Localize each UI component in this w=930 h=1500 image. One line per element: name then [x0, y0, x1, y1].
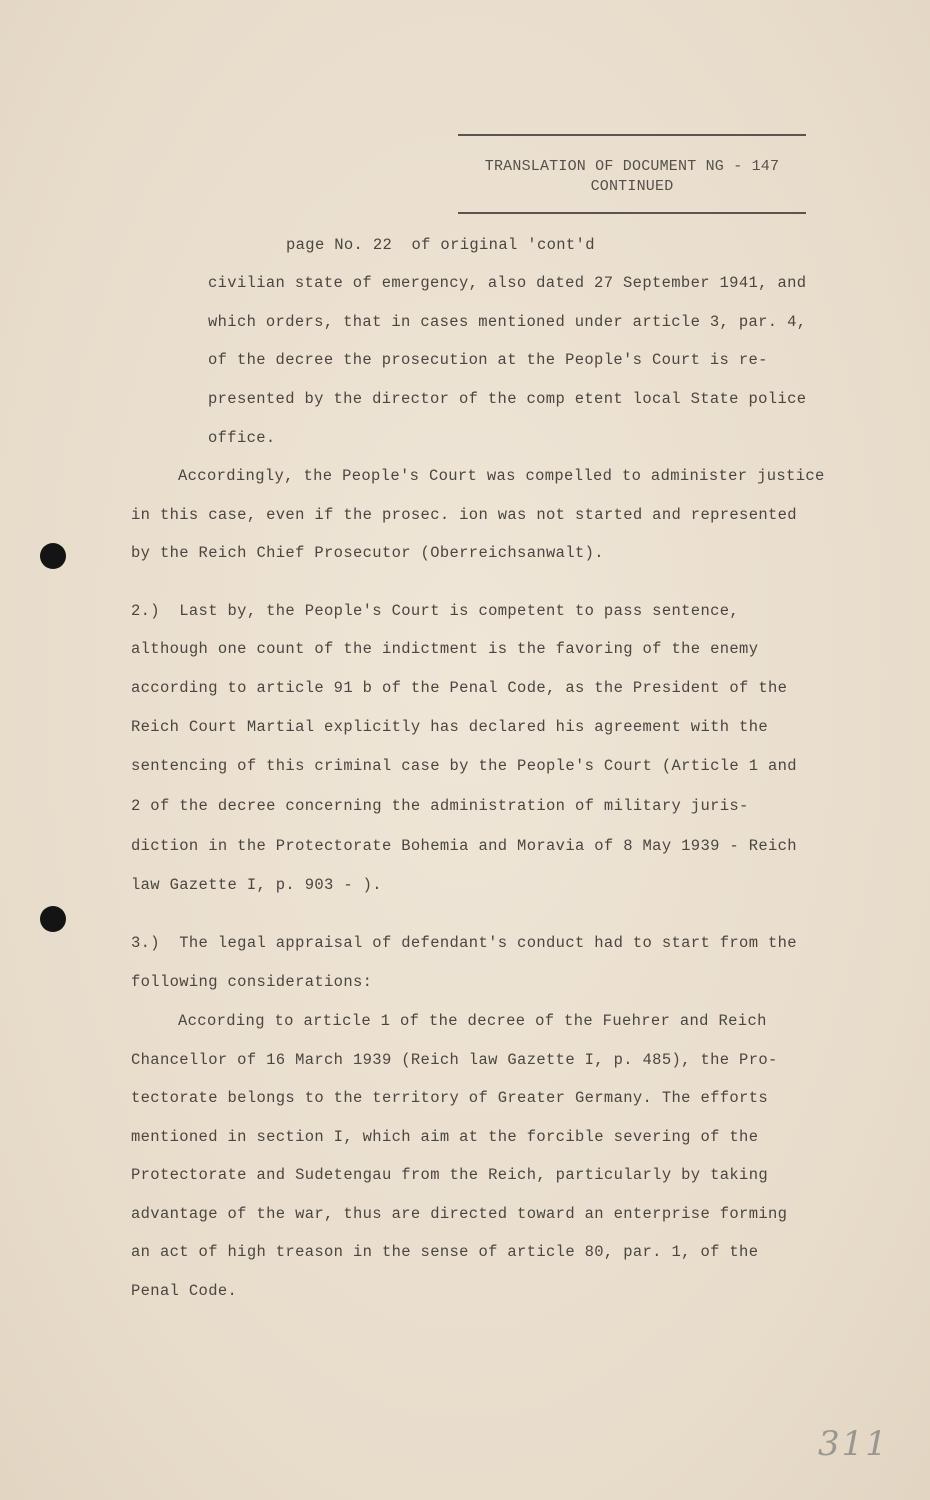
text-line: office.	[208, 429, 276, 447]
text-line: in this case, even if the prosec. ion was not started and represented	[131, 506, 797, 524]
text-line: tectorate belongs to the territory of Greater Germany. The efforts	[131, 1089, 768, 1107]
text-line: law Gazette I, p. 903 - ).	[131, 876, 382, 894]
text-line: 2.) Last by, the People's Court is competent to pass sentence,	[131, 602, 740, 620]
punch-hole	[40, 906, 66, 932]
text-line: Reich Court Martial explicitly has declared his agreement with the	[131, 718, 768, 736]
punch-hole	[40, 543, 66, 569]
text-line: which orders, that in cases mentioned under article 3, par. 4,	[208, 313, 807, 331]
page-reference: page No. 22 of original 'cont'd	[286, 236, 595, 254]
text-line: 2 of the decree concerning the administration of military juris-	[131, 797, 749, 815]
text-line: civilian state of emergency, also dated 27 September 1941, and	[208, 274, 807, 292]
text-line: Accordingly, the People's Court was compelled to administer justice	[178, 467, 825, 485]
text-line: advantage of the war, thus are directed toward an enterprise forming	[131, 1205, 788, 1223]
text-line: Penal Code.	[131, 1282, 238, 1300]
document-title: TRANSLATION OF DOCUMENT NG - 147	[484, 158, 780, 175]
text-line: mentioned in section I, which aim at the forcible severing of the	[131, 1128, 759, 1146]
text-line: of the decree the prosecution at the People's Court is re-	[208, 351, 768, 369]
text-line: According to article 1 of the decree of the Fuehrer and Reich	[178, 1012, 767, 1030]
text-line: sentencing of this criminal case by the People's Court (Article 1 and	[131, 757, 797, 775]
text-line: 3.) The legal appraisal of defendant's conduct had to start from the	[131, 934, 797, 952]
header-top-rule	[458, 134, 806, 136]
document-subtitle: CONTINUED	[590, 178, 674, 195]
text-line: Chancellor of 16 March 1939 (Reich law Gazette I, p. 485), the Pro-	[131, 1051, 778, 1069]
text-line: according to article 91 b of the Penal Code, as the President of the	[131, 679, 788, 697]
text-line: an act of high treason in the sense of article 80, par. 1, of the	[131, 1243, 759, 1261]
page-number-stamp: 311	[818, 1424, 889, 1464]
text-line: diction in the Protectorate Bohemia and Moravia of 8 May 1939 - Reich	[131, 837, 797, 855]
text-line: following considerations:	[131, 973, 373, 991]
text-line: although one count of the indictment is the favoring of the enemy	[131, 640, 759, 658]
text-line: Protectorate and Sudetengau from the Reich, particularly by taking	[131, 1166, 768, 1184]
text-line: presented by the director of the comp etent local State police	[208, 390, 807, 408]
text-line: by the Reich Chief Prosecutor (Oberreichsanwalt).	[131, 544, 604, 562]
header-bottom-rule	[458, 212, 806, 214]
